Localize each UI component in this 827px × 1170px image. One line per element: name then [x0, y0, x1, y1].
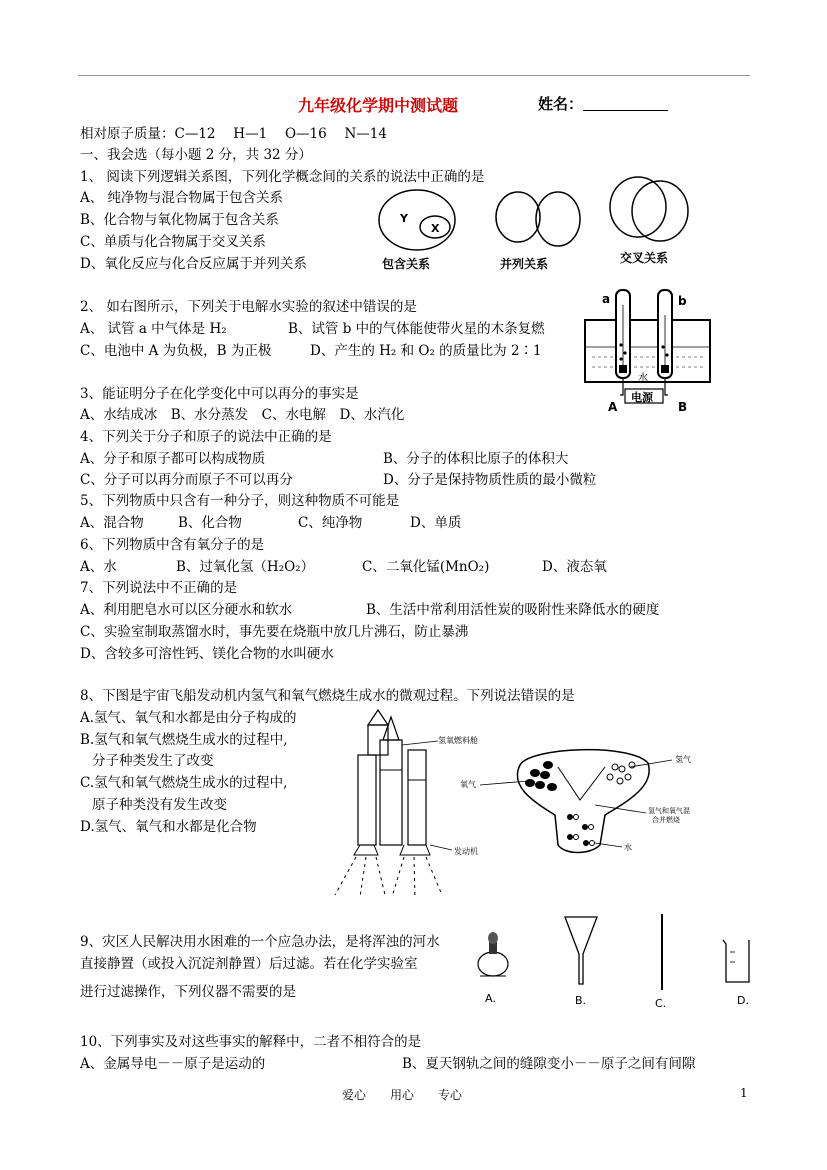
q7-option-d: D、含较多可溶性钙、镁化合物的水叫硬水	[80, 646, 334, 662]
include-caption: 包含关系	[382, 257, 431, 271]
q8-option-b-line1: B.氢气和氧气燃烧生成水的过程中,	[80, 732, 288, 748]
q8-option-c-line2: 原子种类没有发生改变	[92, 797, 227, 813]
option-b-label: B.	[575, 994, 587, 1007]
q8-option-b-line2: 分子种类发生了改变	[92, 753, 214, 769]
q6-stem: 6、下列物质中含有氧分子的是	[80, 537, 265, 553]
atomic-mass: 相对原子质量：C—12 H—1 O—16 N—14	[80, 126, 387, 142]
electrode-A-label: A	[608, 400, 618, 414]
rocket-figure	[330, 705, 730, 900]
page-number: 1	[740, 1086, 748, 1100]
include-outer-circle	[379, 190, 455, 250]
q1-stem: 1、 阅读下列逻辑关系图，下列化学概念间的关系的说法中正确的是	[80, 169, 485, 185]
q3-stem: 3、能证明分子在化学变化中可以再分的事实是	[80, 386, 359, 402]
header-rule	[78, 75, 750, 76]
name-blank	[583, 96, 668, 111]
electrolysis-figure	[580, 285, 715, 415]
q5-option-a: A、混合物	[80, 515, 144, 531]
mix-label-line1: 氢气和氧气混	[648, 807, 690, 815]
q7-stem: 7、下列说法中不正确的是	[80, 580, 238, 596]
q5-option-b: B、化合物	[178, 515, 242, 531]
water-label: 水	[638, 373, 648, 384]
q9-line1: 9、灾区人民解决用水困难的一个应急办法，是将浑浊的河水	[80, 934, 440, 950]
q8-option-d: D.氢气、氧气和水都是化合物	[80, 819, 257, 835]
beaker	[723, 940, 749, 982]
section-heading: 一、我会选（每小题 2 分，共 32 分）	[80, 147, 312, 163]
q1-option-d: D、氧化反应与化合反应属于并列关系	[80, 256, 307, 272]
hydrogen-label: 氢气	[675, 755, 691, 764]
page-title: 九年级化学期中测试题	[298, 96, 459, 115]
q4-option-c: C、分子可以再分而原子不可以再分	[80, 472, 293, 488]
q4-option-b: B、分子的体积比原子的体积大	[383, 451, 569, 467]
q2-option-b: B、试管 b 中的气体能使带火星的木条复燃	[288, 321, 545, 337]
power-label: 电源	[631, 391, 653, 404]
funnel	[565, 917, 597, 984]
q10-option-b: B、夏天钢轨之间的缝隙变小－－原子之间有间隙	[402, 1056, 696, 1072]
q5-stem: 5、下列物质中只含有一种分子，则这种物质不可能是	[80, 493, 400, 509]
cross-left-circle	[610, 177, 666, 237]
q9-line3: 进行过滤操作，下列仪器不需要的是	[80, 984, 296, 1000]
q2-stem: 2、 如右图所示，下列关于电解水实验的叙述中错误的是	[80, 299, 417, 315]
q7-option-c: C、实验室制取蒸馏水时，事先要在烧瓶中放几片沸石，防止暴沸	[80, 624, 469, 640]
q3-options: A、水结成冰 B、水分蒸发 C、水电解 D、水汽化	[80, 407, 405, 423]
name-field	[538, 93, 668, 114]
q4-stem: 4、下列关于分子和原子的说法中正确的是	[80, 429, 332, 445]
q1-option-c: C、单质与化合物属于交叉关系	[80, 234, 266, 250]
q2-option-a: A、 试管 a 中气体是 H₂	[80, 321, 227, 337]
q2-option-c: C、电池中 A 为负极，B 为正极	[80, 343, 272, 359]
option-d-label: D.	[737, 994, 749, 1007]
tube-b-label: b	[678, 294, 687, 308]
q7-option-a: A、利用肥皂水可以区分硬水和软水	[80, 602, 293, 618]
main-rocket	[380, 740, 402, 845]
option-c-label: C.	[655, 997, 667, 1010]
booster-left	[358, 755, 376, 845]
cross-right-circle	[632, 181, 688, 241]
oxygen-molecules	[525, 761, 557, 791]
q7-option-b: B、生活中常利用活性炭的吸附性来降低水的硬度	[366, 602, 660, 618]
q4-option-d: D、分子是保持物质性质的最小微粒	[383, 472, 597, 488]
mix-label-line2: 合并燃烧	[652, 816, 680, 824]
oxygen-label: 氧气	[460, 780, 476, 789]
venn-label-y: Y	[400, 212, 408, 225]
booster-right	[408, 750, 426, 845]
q10-stem: 10、下列事实及对这些事实的解释中，二者不相符合的是	[80, 1034, 422, 1050]
q2-option-d: D、产生的 H₂ 和 O₂ 的质量比为 2∶1	[310, 343, 542, 359]
q6-option-a: A、水	[80, 559, 117, 575]
name-label: 姓名：	[538, 95, 584, 113]
electrode-B-label: B	[678, 400, 688, 414]
venn-label-x: X	[431, 222, 440, 235]
q1-venn-figure	[370, 175, 700, 275]
cross-caption: 交叉关系	[620, 251, 669, 265]
footer-motto: 爱心 用心 专心	[342, 1088, 463, 1102]
water-molecules	[567, 814, 595, 846]
q8-stem: 8、下图是宇宙飞船发动机内氢气和氧气燃烧生成水的微观过程。下列说法错误的是	[80, 688, 575, 704]
water-label-fig: 水	[624, 843, 632, 852]
q8-option-a: A.氢气、氧气和水都是由分子构成的	[80, 710, 297, 726]
q6-option-c: C、二氧化锰(MnO₂)	[362, 559, 490, 575]
parallel-left-circle	[496, 192, 540, 242]
q1-option-a: A、 纯净物与混合物属于包含关系	[80, 190, 284, 206]
option-a-label: A.	[485, 992, 496, 1005]
hydrogen-molecules	[607, 762, 635, 784]
engine-label: 发动机	[454, 847, 478, 856]
parallel-caption: 并列关系	[500, 257, 549, 271]
q6-option-d: D、液态氧	[542, 559, 607, 575]
q8-option-c-line1: C.氢气和氧气燃烧生成水的过程中,	[80, 775, 288, 791]
q5-option-c: C、纯净物	[298, 515, 363, 531]
q10-option-a: A、金属导电－－原子是运动的	[80, 1056, 266, 1072]
exhaust-plume	[335, 857, 442, 899]
tube-a-label: a	[602, 292, 611, 306]
q5-option-d: D、单质	[410, 515, 462, 531]
parallel-right-circle	[536, 192, 580, 246]
fuel-tank-label: 氢氧燃料舱	[438, 736, 478, 745]
alcohol-lamp	[478, 932, 508, 976]
q1-option-b: B、化合物与氧化物属于包含关系	[80, 212, 279, 228]
q9-apparatus-figure	[475, 912, 775, 1012]
q4-option-a: A、分子和原子都可以构成物质	[80, 451, 266, 467]
q9-line2: 直接静置（或投入沉淀剂静置）后过滤。若在化学实验室	[80, 956, 418, 972]
q6-option-b: B、过氧化氢（H₂O₂）	[176, 559, 315, 575]
